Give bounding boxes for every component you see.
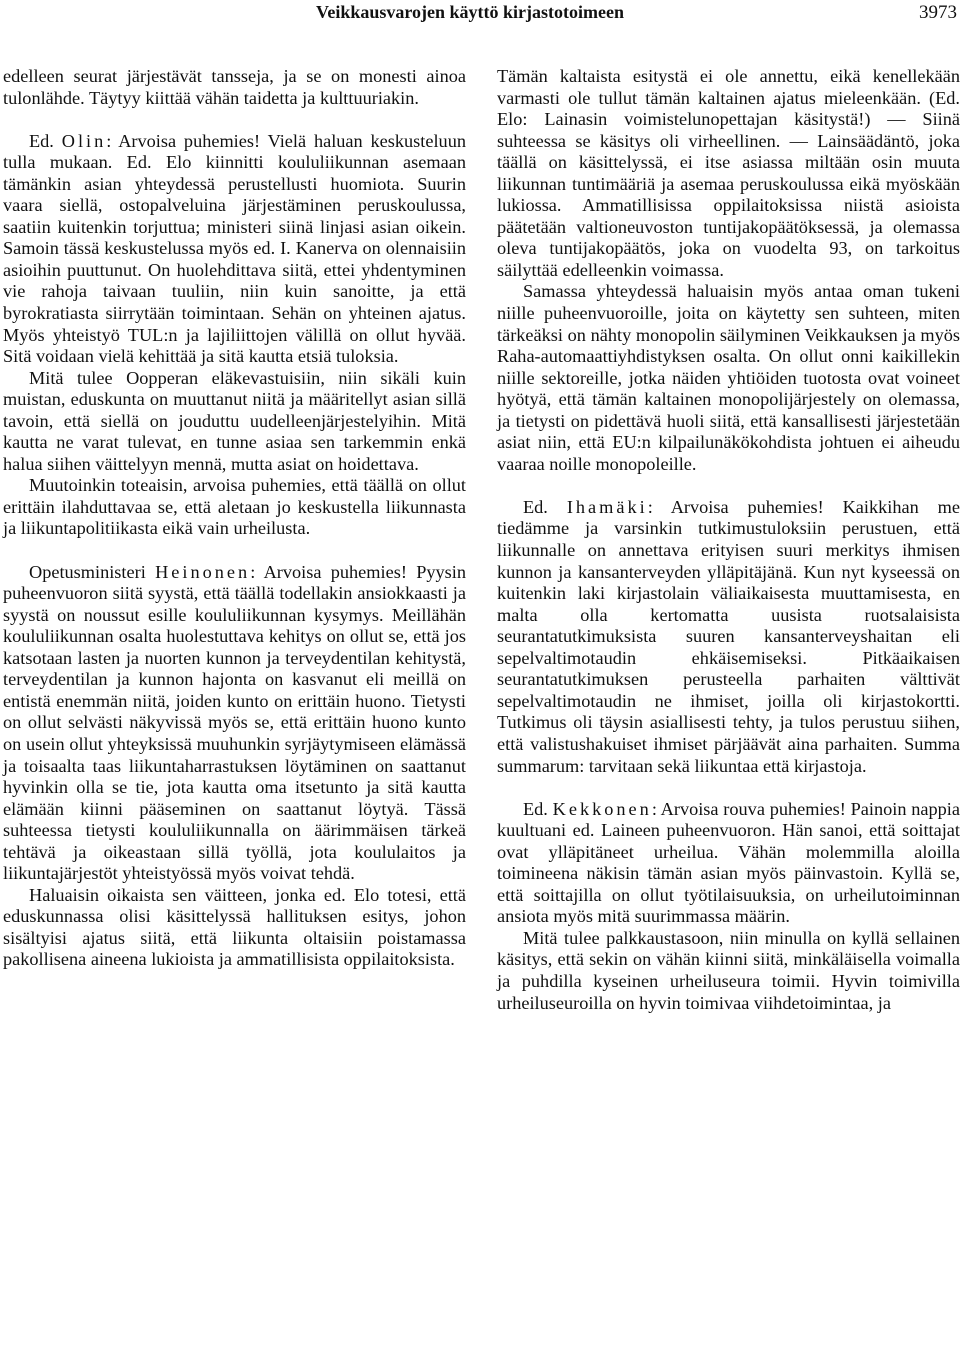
speaker-name: Olin bbox=[61, 130, 107, 151]
speaker-name: Kekkonen bbox=[552, 798, 652, 819]
paragraph: edelleen seurat järjestävät tansseja, ja se on monesti ainoa tulonlähde. Täytyy kiittää vähän taidetta ja kulttuuriakin. bbox=[3, 66, 466, 108]
speaker-prefix: Ed. bbox=[29, 130, 54, 151]
paragraph: Tämän kaltaista esitystä ei ole annettu, eikä kenellekään varmasti ole tullut tämän kaltainen ajatus mieleenkään. (Ed. Elo: Lainasin voimistelunopettajan käsitystä!) — Siinä suhteessa se käsitys oli virheellinen. — Lainsäädäntö, joka täällä on käsittelyssä, ei itse asiassa miltään osin muuta liikunnan tuntimääriä ja asemaa peruskoulussa eikä myöskään lukiossa. Ammatillisissa oppilaitoksissa niistä asioista päätetään valtioneuvoston tuntijakopäätöksessä, ja olemassa oleva tuntijakopäätös, joka on vuodelta 93, on tarkoitus säilyttää edelleenkin voimassa. bbox=[497, 66, 960, 280]
page-number: 3973 bbox=[919, 2, 957, 23]
paragraph: Mitä tulee palkkaustasoon, niin minulla on kyllä sellainen käsitys, että sekin on vähän kiinni siitä, minkäläisella voimalla ja puhdilla kyseinen urheiluseura toimii. Hyvin toimivilla urheiluseuroilla on hyvin toimivaa viihdetoimintaa, ja bbox=[497, 927, 960, 1013]
speech-ihamaki bbox=[497, 497, 960, 777]
paragraph: Muutoinkin toteaisin, arvoisa puhemies, että täällä on ollut erittäin ilahduttavaa se, että aletaan jo keskustella liikunnasta ja liikuntapolitiikasta eikä vain urheilusta. bbox=[3, 475, 466, 539]
left-column bbox=[3, 66, 466, 971]
speech-text: : Arvoisa puhemies! Vielä haluan keskusteluun tulla mukaan. Ed. Elo kiinnitti koululiikunnan asemaan tämänkin asian yhteydessä perustellusti huomiota. Suurin vaara siellä, ostopalveluina järjestäminen peruskoulussa, saatiin kuitenkin torjuttua; ministeri siinä linjasi asian oikein. Samoin tässä keskustelussa myös ed. I. Kanerva on olennaisiin asioihin puuttunut. On huolehdittava siitä, ettei yhdentyminen vie rahoja taivaan tuuliin, niin kuin sanoitte, ja että byrokratiasta siirrytään toimintaan. Sehän on yhteinen ajatus. Myös yhteistyö TUL:n ja lajiliittojen välillä on ollut hyvää. Sitä voidaan vielä kehittää ja sitä kautta etsiä tuloksia. bbox=[3, 130, 466, 367]
speech-heinonen bbox=[3, 562, 466, 885]
running-title: Veikkausvarojen käyttö kirjastotoimeen bbox=[316, 2, 625, 22]
speech-kekkonen bbox=[497, 799, 960, 928]
speech-text: : Arvoisa rouva puhemies! Painoin nappia kuultuani ed. Laineen puheenvuoron. Hän sanoi, että soittajat ovat ylläpitäneet urheilua. Vähän molemmilla aloilla toimineena näkisin tämän asian myös päinvastoin. Kyllä se, että soittajilla on ollut työtilaisuuksia, on urheilutoiminnan ansiota myös mitä suurimmassa määrin. bbox=[497, 798, 960, 927]
speech-olin bbox=[3, 131, 466, 368]
paragraph: Mitä tulee Oopperan eläkevastuisiin, niin sikäli kuin muistan, eduskunta on muuttanut niitä ja määritellyt asian sillä tavoin, että siellä on jouduttu uudelleenjärjestelyihin. Mitä kautta ne varat tulevat, en tunne asiaa sen tarkemmin enkä halua siihen väittelyyn mennä, mutta asiat on hoidettava. bbox=[3, 367, 466, 474]
speaker-prefix: Ed. bbox=[523, 496, 548, 517]
speaker-prefix: Opetusministeri bbox=[29, 561, 146, 582]
page-header bbox=[0, 0, 960, 30]
speaker-prefix: Ed. bbox=[523, 798, 548, 819]
speech-text: : Arvoisa puhemies! Kaikkihan me tiedämme ja varsinkin tutkimustuloksiin perustuen, että liikunnalle on annettava erityisen suuri merkitys ihmisen kunnon ja kansanterveyden ylläpitäjänä. Kun nyt kyseessä on kuitenkin laki kirjastolain väliaikaisesta muuttamisesta, en malta olla kertomatta uusista ruotsalaisista seurantatutkimuksista suuren kansanterveyshaitan eli sepelvaltimotaudin ehkäisemiseksi. Pitkäaikaisen seurantatutkimuksen perusteella parhaiten välttivät sepelvaltimotaudin ne ihmiset, joilla oli kirjastokortti. Tutkimus oli täysin asiallisesti tehty, ja tulos perustuu siihen, että valistushakuiset ihmiset pärjäävät aina parhaiten. Summa summarum: tarvitaan sekä liikuntaa että kirjastoja. bbox=[497, 496, 960, 776]
paragraph: Haluaisin oikaista sen väitteen, jonka ed. Elo totesi, että eduskunnassa olisi käsittelyssä hallituksen esitys, johon sisältyisi ajatus siitä, että liikunta oltaisiin poistamassa pakollisena aineena lukioista ja ammatillisista oppilaitoksista. bbox=[3, 884, 466, 970]
paragraph: Samassa yhteydessä haluaisin myös antaa oman tukeni niille puheenvuoroille, joita on käytetty sen suhteen, miten tärkeäksi on nähty monopolin säilyminen Veikkauksen ja myös Raha-automaattiyhdistyksen osalta. On ollut onni kaikillekin niille sektoreille, jotka näiden yhtiöiden tuotosta ovat voineet hyötyä, että tämän kaltainen monopolijärjestely on olemassa, ja tietysti on pidettävä huoli siitä, että kansallisesti järjestetään asiat niin, että EU:n kilpailunäkökohdista johtuen ei aiheudu vaaraa noille monopoleille. bbox=[497, 281, 960, 474]
speaker-name: Heinonen bbox=[155, 561, 251, 582]
speech-text: : Arvoisa puhemies! Pyysin puheenvuoron siitä syystä, että täällä todellakin ansiokkaasti ja syystä on noussut esille koululiikunnan kysymys. Meillähän koululiikunnan osalta huolestuttava kehitys on ollut se, että jos katsotaan lasten ja nuorten kunnon ja terveydentilan kehitystä, terveydentilan ja kunnon hajonta on kasvanut eli meillä on entistä enemmän niitä, joiden kunto on erittäin huono. Tietysti on ollut selvästi näkyvissä myös se, että erittäin huono kunto on usein ollut yhteyksissä muuhunkin syrjäytymiseen elämässä ja toisaalta taas liikuntaharrastuksen löytäminen on saattanut hyvinkin olla se tie, jota kautta oma itsetunto ja sitä kautta elämään kiinni pääseminen on saattanut löytyä. Tässä suhteessa tietysti koululiikunnalla on äärimmäisen tärkeä tehtävä ja oikeastaan sillä työllä, jota koululaitos ja liikuntajärjestöt yhteistyössä myös voivat tehdä. bbox=[3, 561, 466, 884]
speaker-name: Ihamäki bbox=[566, 496, 648, 517]
right-column bbox=[497, 66, 960, 1014]
